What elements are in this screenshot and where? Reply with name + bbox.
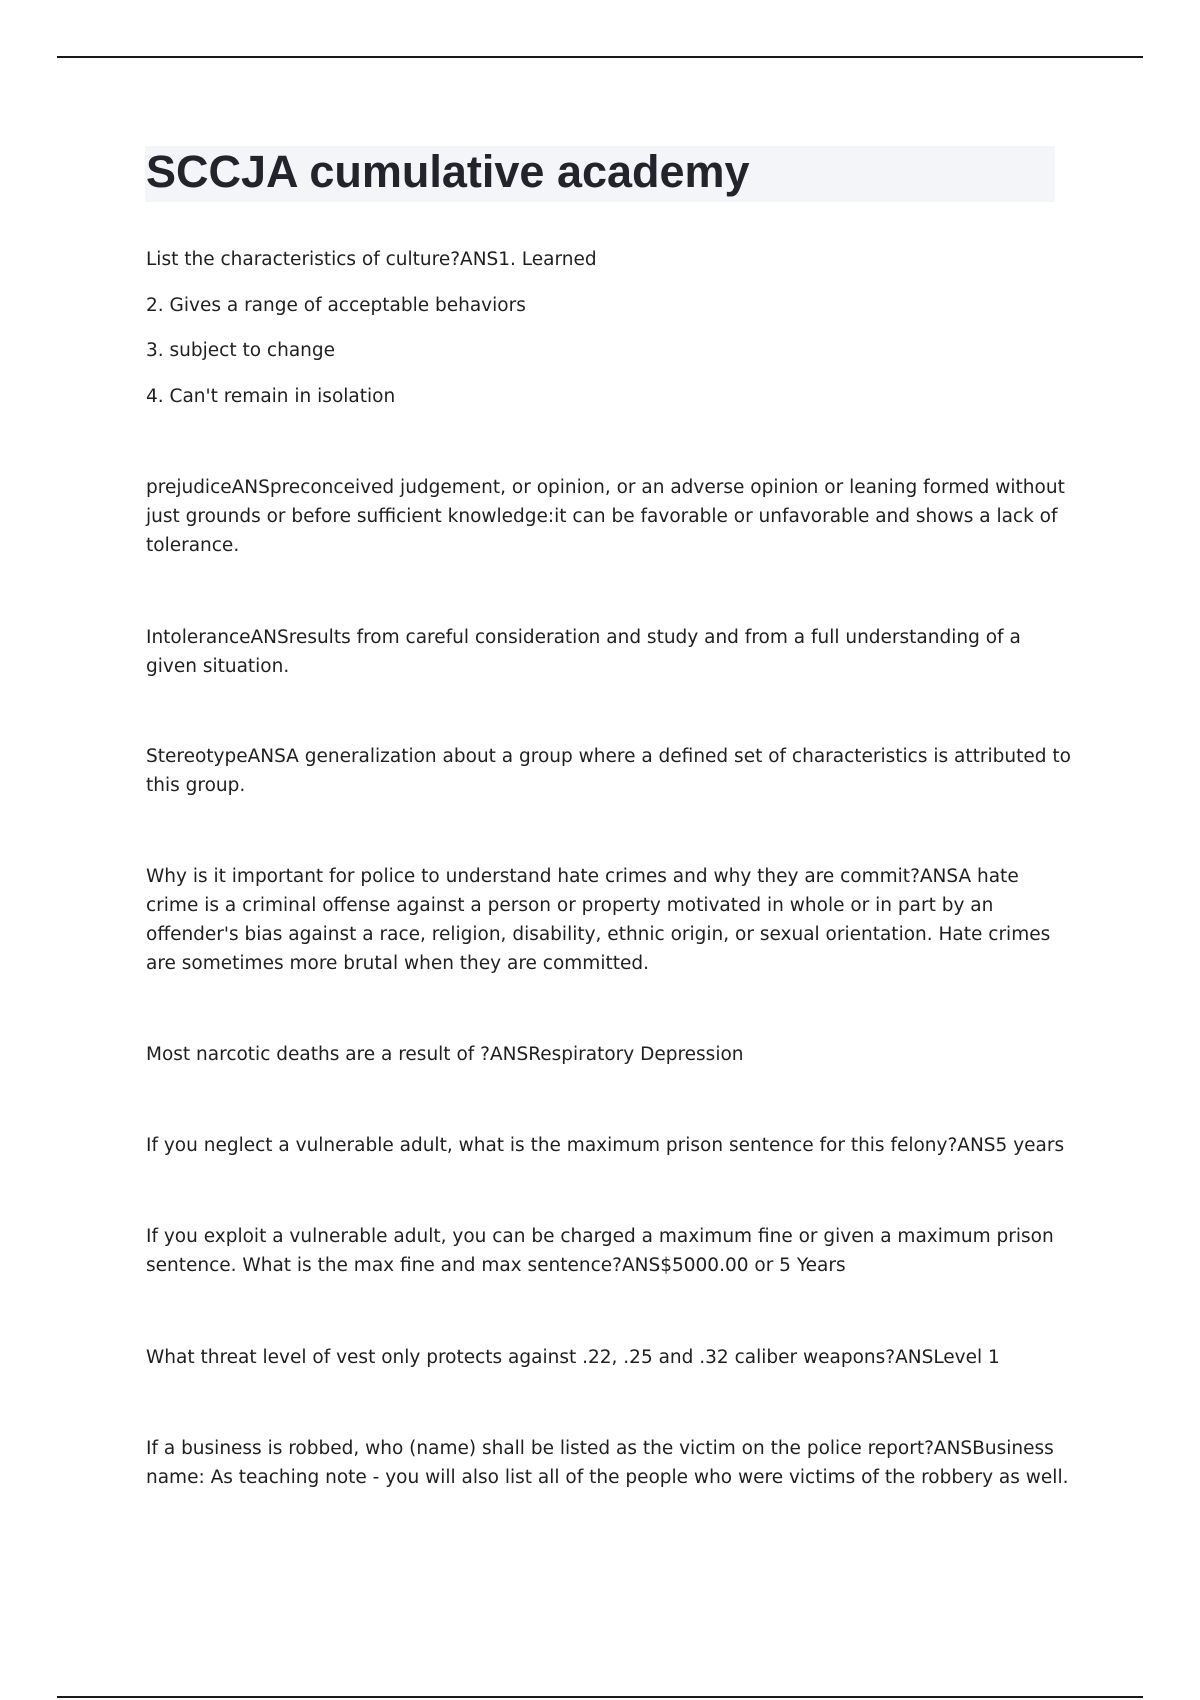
entry-prejudice: prejudiceANSpreconceived judgement, or opinion, or an adverse opinion or leaning formed without just grounds or before sufficient knowledge:it can be favorable or unfavorable and shows a lack of tolerance.	[146, 477, 1065, 556]
culture-question: List the characteristics of culture?ANS1. Learned	[146, 249, 597, 270]
entry-vest-level: What threat level of vest only protects against .22, .25 and .32 caliber weapons?ANSLevel 1	[146, 1347, 1000, 1368]
culture-item: 2. Gives a range of acceptable behaviors	[146, 295, 526, 316]
entry-stereotype: StereotypeANSA generalization about a group where a defined set of characteristics is attributed to this group.	[146, 746, 1071, 796]
bottom-rule	[57, 1696, 1143, 1698]
entry-intolerance: IntoleranceANSresults from careful consideration and study and from a full understanding of a given situation.	[146, 627, 1021, 677]
entry-hate-crimes: Why is it important for police to understand hate crimes and why they are commit?ANSA hate crime is a criminal offense against a person or property motivated in whole or in part by an offender's bias against a race, religion, disability, ethnic origin, or sexual orientation. Hate crimes are sometimes more brutal when they are committed.	[146, 866, 1051, 974]
culture-item: 4. Can't remain in isolation	[146, 386, 396, 407]
top-rule	[57, 56, 1143, 58]
entry-exploit-fine: If you exploit a vulnerable adult, you can be charged a maximum fine or given a maximum prison sentence. What is the max fine and max sentence?ANS$5000.00 or 5 Years	[146, 1226, 1054, 1276]
entry-neglect-sentence: If you neglect a vulnerable adult, what is the maximum prison sentence for this felony?ANS5 years	[146, 1135, 1065, 1156]
culture-item: 3. subject to change	[146, 340, 336, 361]
entry-business-robbery: If a business is robbed, who (name) shall be listed as the victim on the police report?ANSBusiness name: As teaching note - you will also list all of the people who were victims of the robbery as well.	[146, 1438, 1069, 1488]
entry-narcotic-deaths: Most narcotic deaths are a result of ?ANSRespiratory Depression	[146, 1044, 744, 1065]
document-title: SCCJA cumulative academy	[146, 146, 750, 197]
